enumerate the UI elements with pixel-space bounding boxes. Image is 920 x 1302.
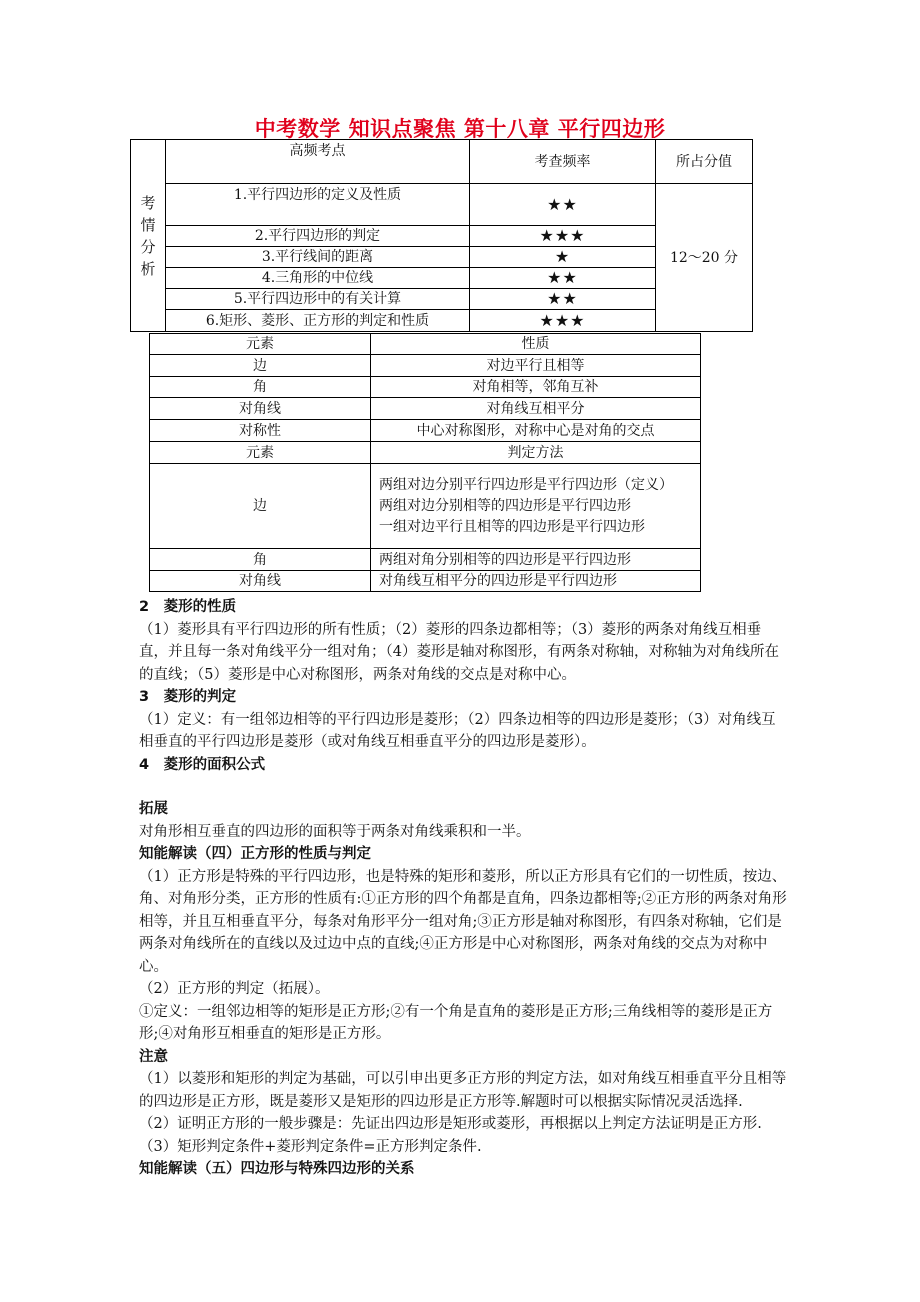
paragraph: （3）矩形判定条件+菱形判定条件=正方形判定条件.	[139, 1138, 482, 1155]
method-cell: 对角线互相平分的四边形是平行四边形	[371, 571, 701, 592]
exam-point: 4.三角形的中位线	[166, 268, 470, 289]
exam-frequency: ★★★	[470, 310, 656, 332]
paragraph: 对角形相互垂直的四边形的面积等于两条对角线乘积和一半。	[139, 823, 531, 840]
element-cell: 角	[150, 377, 371, 398]
header-score: 所占分值	[656, 140, 753, 184]
header-method: 判定方法	[371, 442, 701, 464]
exam-point: 6.矩形、菱形、正方形的判定和性质	[166, 310, 470, 332]
side-label: 考情分析	[140, 193, 156, 278]
body-text	[139, 596, 789, 1181]
method-line: 两组对边分别相等的四边形是平行四边形	[379, 497, 631, 514]
section-heading: 4 菱形的面积公式	[139, 756, 266, 773]
spacer	[139, 776, 789, 798]
exam-point: 3.平行线间的距离	[166, 247, 470, 268]
property-cell: 对角线互相平分	[371, 398, 701, 420]
exam-frequency: ★★	[470, 289, 656, 310]
method-line: 两组对边分别平行四边形是平行四边形（定义）	[379, 476, 673, 493]
exam-frequency: ★★★	[470, 226, 656, 247]
section-heading: 拓展	[139, 801, 168, 817]
header-property: 性质	[371, 334, 701, 355]
section-heading: 知能解读（四）正方形的性质与判定	[139, 846, 371, 862]
exam-point: 5.平行四边形中的有关计算	[166, 289, 470, 310]
paragraph: ①定义：一组邻边相等的矩形是正方形;②有一个角是直角的菱形是正方形;三角线相等的菱形是正方形;④对角形互相垂直的矩形是正方形。	[139, 1003, 773, 1042]
header-frequency: 考查频率	[470, 140, 656, 184]
side-label-cell	[131, 140, 166, 332]
section-heading: 2 菱形的性质	[139, 599, 237, 615]
property-table	[149, 333, 701, 592]
paragraph: （1）菱形具有平行四边形的所有性质；（2）菱形的四条边都相等；（3）菱形的两条对角线互相垂直，并且每一条对角线平分一组对角；（4）菱形是轴对称图形，有两条对称轴，对称轴为对角线所在的直线；（5）菱形是中心对称图形，两条对角线的交点是对称中心。	[139, 621, 779, 683]
exam-frequency: ★★	[470, 268, 656, 289]
paragraph: （2）证明正方形的一般步骤是：先证出四边形是矩形或菱形，再根据以上判定方法证明是正方形.	[139, 1116, 762, 1132]
section-heading: 注意	[139, 1048, 168, 1065]
exam-point: 2.平行四边形的判定	[166, 226, 470, 247]
section-heading: 3 菱形的判定	[139, 689, 237, 705]
exam-frequency: ★★	[470, 184, 656, 226]
element-cell: 对角线	[150, 571, 371, 592]
element-cell: 边	[150, 464, 371, 549]
paragraph: （2）正方形的判定（拓展）。	[139, 981, 330, 997]
property-cell: 对边平行且相等	[371, 355, 701, 377]
page-title: 中考数学 知识点聚焦 第十八章 平行四边形	[254, 117, 666, 141]
exam-frequency: ★	[470, 247, 656, 268]
element-cell: 角	[150, 549, 371, 571]
method-cell	[371, 464, 701, 549]
header-element: 元素	[150, 334, 371, 355]
element-cell: 对称性	[150, 420, 371, 442]
exam-analysis-table	[130, 139, 753, 332]
exam-point: 1.平行四边形的定义及性质	[166, 184, 470, 226]
section-heading: 知能解读（五）四边形与特殊四边形的关系	[139, 1161, 415, 1177]
element-cell: 对角线	[150, 398, 371, 420]
header-element: 元素	[150, 442, 371, 464]
paragraph: （1）定义：有一组邻边相等的平行四边形是菱形；（2）四条边相等的四边形是菱形；（3）对角线互相垂直的平行四边形是菱形（或对角线互相垂直平分的四边形是菱形）。	[139, 711, 776, 750]
property-cell: 对角相等，邻角互补	[371, 377, 701, 398]
score-cell: 12～20 分	[656, 184, 753, 332]
method-line: 一组对边平行且相等的四边形是平行四边形	[379, 518, 645, 535]
method-cell: 两组对角分别相等的四边形是平行四边形	[371, 549, 701, 571]
property-cell: 中心对称图形，对称中心是对角的交点	[371, 420, 701, 442]
element-cell: 边	[150, 355, 371, 377]
header-point: 高频考点	[166, 140, 470, 184]
paragraph: （1）正方形是特殊的平行四边形，也是特殊的矩形和菱形，所以正方形具有它们的一切性质，按边、角、对角形分类，正方形的性质有:①正方形的四个角都是直角，四条边都相等;②正方形的两条对角形相等，并且互相垂直平分，每条对角形平分一组对角;③正方形是轴对称图形，有四条对称轴，它们是两条对角线所在的直线以及过边中点的直线;④正方形是中心对称图形，两条对角线的交点为对称中心。	[139, 868, 787, 975]
paragraph: （1）以菱形和矩形的判定为基础，可以引申出更多正方形的判定方法，如对角线互相垂直平分且相等的四边形是正方形，既是菱形又是矩形的四边形是正方形等.解题时可以根据实际情况灵活选择.	[139, 1071, 787, 1110]
